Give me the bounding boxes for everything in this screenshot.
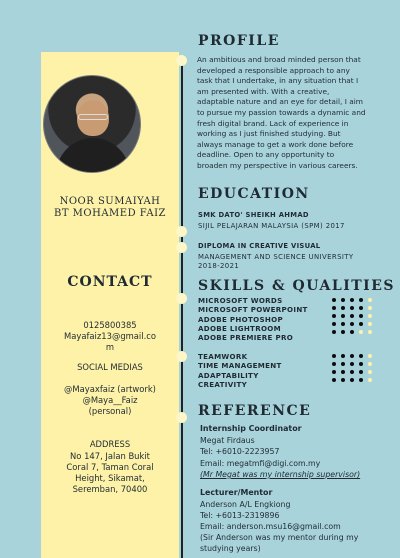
ref1-phone: Tel: +6010-2223957 [200,447,280,456]
profile-line: task that I undertake, in any situation that I [197,76,359,86]
timeline-dot [176,55,187,66]
skill-item: TEAMWORK [198,352,248,361]
address-line1: No 147, Jalan Bukit [70,451,150,461]
photo-glasses [78,114,108,120]
address-line2: Coral 7, Taman Coral [66,462,154,472]
profile-title: PROFILE [198,33,280,49]
ref2-note-line1: (Sir Anderson was my mentor during my [200,533,359,542]
contact-phone: 0125800385 [83,320,137,330]
timeline-line [181,56,183,558]
social-title: SOCIAL MEDIAS [77,362,143,372]
address-line4: Seremban, 70400 [72,484,148,494]
profile-line: always manage to get a work done before [197,139,354,149]
skill-item: ADOBE LIGHTROOM [198,323,281,333]
address-title: ADDRESS [89,439,131,449]
skills-soft-list [198,352,282,389]
name-line2: BT MOHAMED FAIZ [53,208,166,219]
ref2-role: Lecturer/Mentor [200,488,273,497]
ref2-email: Email: anderson.msu16@gmail.com [200,522,341,531]
timeline-dot [176,412,187,423]
ref1-note: (Mr Megat was my internship supervisor) [200,470,361,479]
education-title: EDUCATION [198,186,310,202]
profile-line: adaptable nature and an eye for detail, I aim [197,97,364,107]
skills-title: SKILLS & QUALITIES [198,278,395,294]
timeline-dot [176,293,187,304]
skill-item: MICROSOFT WORDS [198,296,283,305]
timeline-dot [176,226,187,237]
ref2-name: Anderson A/L Engkiong [200,500,291,509]
skill-item: ADAPTABILITY [198,370,259,380]
profile-line: developed a responsible approach to any [197,65,350,75]
skill-item: ADOBE PHOTOSHOP [198,314,283,324]
ref2-note-line2: studying years) [200,544,261,553]
profile-line: broaden my perspective in various careers. [197,160,358,170]
social-personal-handle: @Maya__Faiz [82,395,138,405]
profile-text [197,55,393,172]
ref2-phone: Tel: +6013-2319896 [200,511,280,520]
profile-photo [43,75,141,173]
skill-item: TIME MANAGEMENT [198,361,282,371]
education-school1-detail: SIJIL PELAJARAN MALAYSIA (SPM) 2017 [198,222,345,230]
profile-line: fresh digital brand. Lack of experience in [197,118,349,128]
education-school2-detail2: 2018-2021 [198,262,240,270]
contact-title: CONTACT [67,274,153,290]
social-personal-label: (personal) [88,406,132,416]
reference-title: REFERENCE [198,403,312,419]
contact-email-line1: Mayafaiz13@gmail.co [64,331,156,341]
timeline-dot [176,242,187,253]
skill-item: ADOBE PREMIERE PRO [198,333,294,343]
address-line3: Height, Sikamat, [75,473,145,483]
skills-software-list [198,296,308,342]
education-school1: SMK DATO' SHEIKH AHMAD [198,211,309,219]
profile-line: working as I just finished studying. But [197,129,341,139]
skill-item: CREATIVITY [198,379,248,389]
photo-body [56,138,130,173]
profile-line: to pursue my passion towards a dynamic and [197,107,366,117]
ref1-name: Megat Firdaus [200,436,255,445]
ref1-email: Email: megatmfi@digi.com.my [200,459,321,468]
skill-item: MICROSOFT POWERPOINT [198,305,308,315]
skills-rating-dots [332,298,372,334]
timeline-dot [176,351,187,362]
contact-email-line2: m [105,342,115,352]
profile-line: am presented with. With a creative, [197,86,330,96]
profile-line: An ambitious and broad minded person that [197,55,361,64]
full-name [41,196,179,220]
soft-skills-rating-dots [332,354,372,382]
education-school2-detail1: MANAGEMENT AND SCIENCE UNIVERSITY [198,253,354,261]
profile-line: deadline. Open to any opportunity to [197,150,335,160]
name-line1: NOOR SUMAIYAH [59,196,161,207]
ref1-role: Internship Coordinator [200,424,302,433]
education-school2: DIPLOMA IN CREATIVE VISUAL [198,242,321,250]
social-artwork: @Mayaxfaiz (artwork) [64,384,156,394]
